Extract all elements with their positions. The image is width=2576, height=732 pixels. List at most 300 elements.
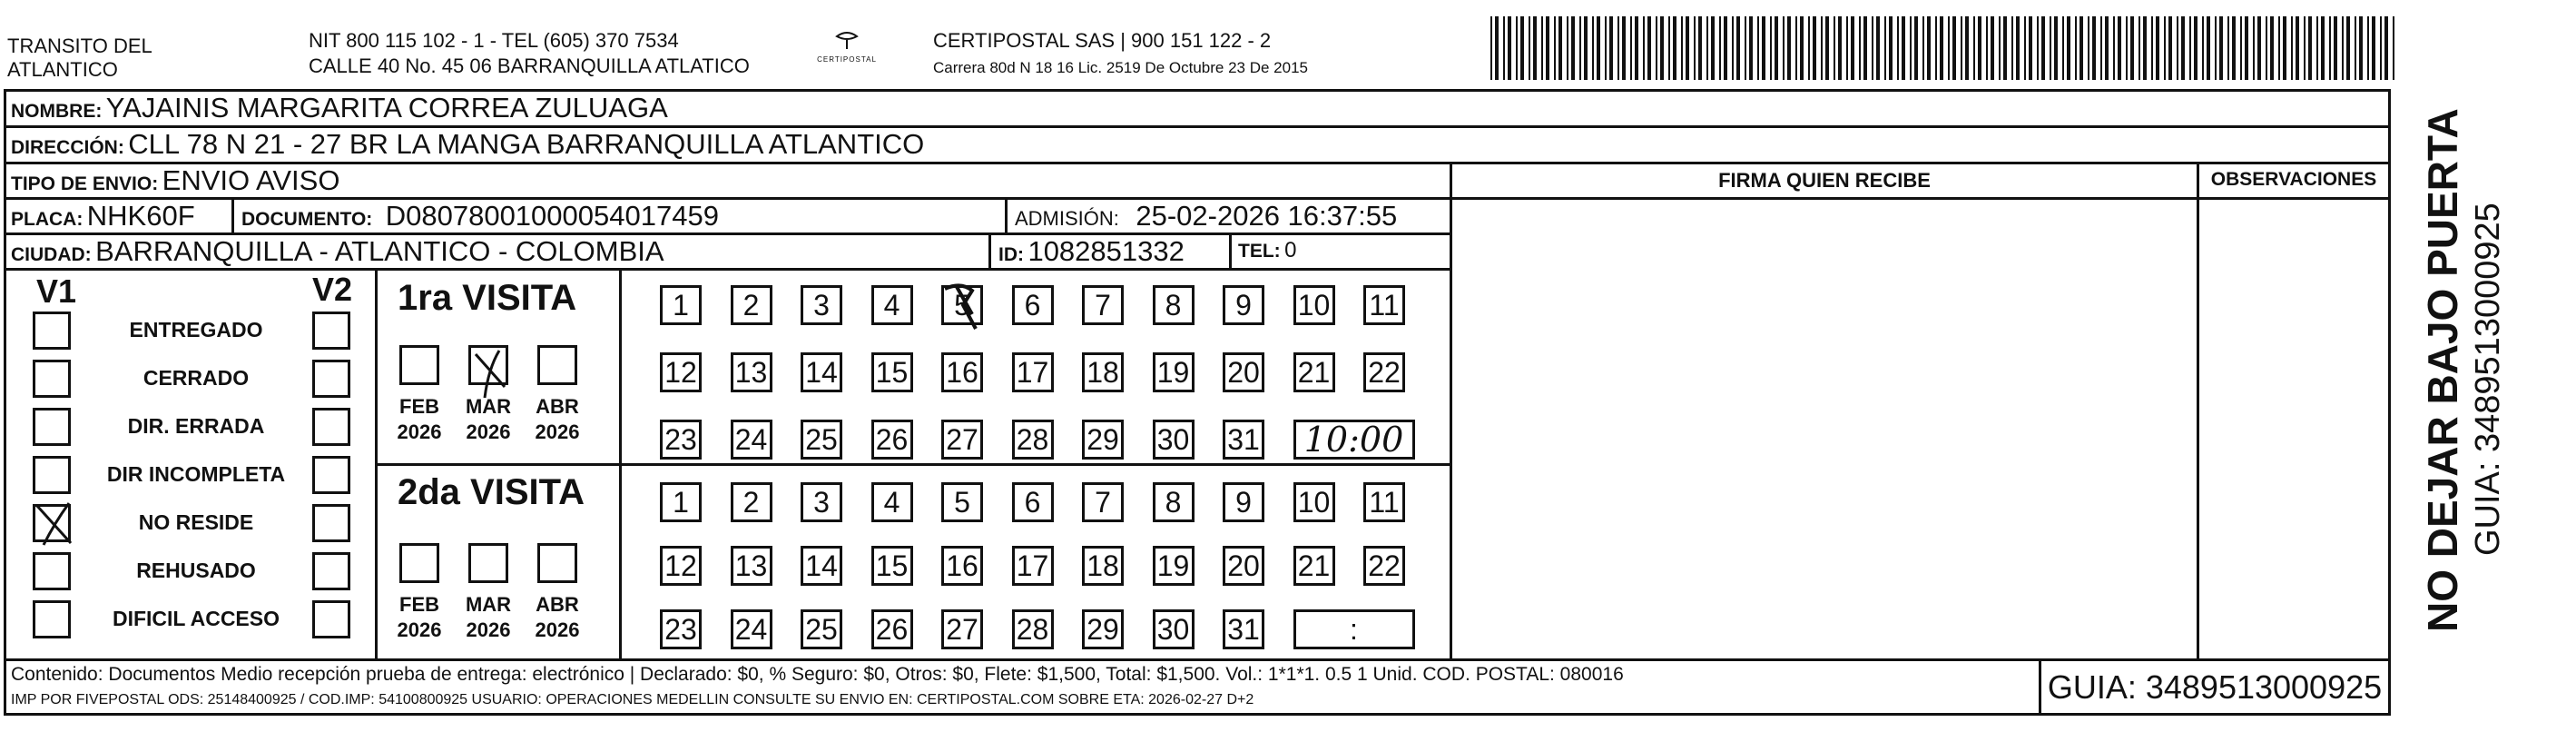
barcode-bar <box>2207 16 2210 80</box>
v1-checkbox[interactable] <box>33 312 71 350</box>
barcode-bar <box>1800 16 1804 80</box>
barcode-bar <box>1516 16 1518 80</box>
day-box[interactable]: 22 <box>1363 546 1405 586</box>
v2-checkbox[interactable] <box>312 456 350 494</box>
barcode-bar <box>1660 16 1664 80</box>
month-label <box>388 592 451 643</box>
barcode-bar <box>2092 16 2096 80</box>
day-box[interactable]: 4 <box>871 285 913 325</box>
barcode-bar <box>2037 16 2039 80</box>
barcode-bar <box>1808 16 1810 80</box>
barcode-bar <box>1567 16 1568 80</box>
barcode-bar <box>2075 16 2077 80</box>
barcode-bar <box>2253 16 2255 80</box>
barcode-bar <box>2283 16 2286 80</box>
month-label <box>388 394 451 445</box>
v1-check-mark <box>27 496 82 550</box>
barcode-bar <box>1546 16 1549 80</box>
placa-value: NHK60F <box>86 200 195 232</box>
day-box[interactable]: 17 <box>1012 546 1054 586</box>
barcode-bar <box>2227 16 2229 80</box>
footer-guia: GUIA: 3489513000925 <box>2047 668 2383 706</box>
day-box[interactable]: 30 <box>1153 609 1195 649</box>
day-box[interactable]: 3 <box>801 285 842 325</box>
day-box[interactable]: 24 <box>731 420 772 460</box>
placa-cell <box>11 200 195 232</box>
barcode-bar <box>2355 16 2356 80</box>
barcode-bar <box>2024 16 2026 80</box>
barcode-bar <box>2291 16 2293 80</box>
barcode-bar <box>1686 16 1689 80</box>
barcode-bar <box>1681 16 1683 80</box>
id-cell <box>998 235 1185 268</box>
ciudad-cell <box>11 235 664 268</box>
barcode-bar <box>1711 16 1715 80</box>
barcode-bar <box>1775 16 1778 80</box>
barcode-bar <box>2126 16 2128 80</box>
barcode-bar <box>1927 16 1931 80</box>
logo-caption: CERTIPOSTAL <box>817 55 877 64</box>
barcode-bar <box>1910 16 1912 80</box>
barcode-bar <box>1859 16 1861 80</box>
reason-label: REHUSADO <box>136 559 256 582</box>
day-box[interactable]: 6 <box>1012 285 1054 325</box>
barcode-bar <box>1762 16 1765 80</box>
day-box[interactable]: 13 <box>731 352 772 392</box>
month-year: 2026 <box>535 420 580 443</box>
barcode-bar <box>1630 16 1632 80</box>
day-box[interactable]: 5 <box>941 482 983 522</box>
day-box[interactable]: 11 <box>1363 285 1405 325</box>
barcode-bar <box>2342 16 2344 80</box>
day-box[interactable]: 23 <box>660 609 702 649</box>
barcode-bar <box>2062 16 2064 80</box>
tel-label: TEL: <box>1238 241 1281 262</box>
second-visit-title: 2da VISITA <box>398 472 585 512</box>
month-checkbox[interactable] <box>537 543 577 583</box>
barcode-bar <box>2138 16 2140 80</box>
nit-line: NIT 800 115 102 - 1 - TEL (605) 370 7534 <box>309 29 679 52</box>
day-box[interactable]: 23 <box>660 420 702 460</box>
nombre-value: YAJAINIS MARGARITA CORREA ZULUAGA <box>105 92 668 124</box>
day-box[interactable]: 1 <box>660 482 702 522</box>
month-year: 2026 <box>397 618 442 641</box>
barcode-bar <box>1872 16 1873 80</box>
org-name-line2: ATLANTICO <box>7 58 118 81</box>
barcode-bar <box>1813 16 1816 80</box>
month-checkbox[interactable] <box>399 543 439 583</box>
barcode-bar <box>1876 16 1880 80</box>
day-box[interactable]: 12 <box>660 546 702 586</box>
courier-line: CERTIPOSTAL SAS | 900 151 122 - 2 <box>933 29 1272 52</box>
barcode-bar <box>2054 16 2058 80</box>
barcode-bar <box>1999 16 2001 80</box>
barcode-bar <box>2240 16 2242 80</box>
barcode-bar <box>2304 16 2306 80</box>
day-box[interactable]: 21 <box>1293 546 1335 586</box>
barcode-bar <box>1922 16 1924 80</box>
admision-label: ADMISIÓN: <box>1015 207 1119 230</box>
barcode-bar <box>1851 16 1854 80</box>
reason-label: CERRADO <box>143 366 250 390</box>
day-box[interactable]: 27 <box>941 420 983 460</box>
month-name: MAR <box>465 395 512 418</box>
month-year: 2026 <box>397 420 442 443</box>
barcode-bar <box>1973 16 1975 80</box>
v2-checkbox[interactable] <box>312 360 350 398</box>
barcode-bar <box>1643 16 1645 80</box>
day-box[interactable]: 9 <box>1223 482 1264 522</box>
month-label <box>457 592 520 643</box>
nombre-label: NOMBRE: <box>11 101 103 122</box>
day-box[interactable]: 20 <box>1223 352 1264 392</box>
barcode-bar <box>1541 16 1543 80</box>
month-label <box>457 394 520 445</box>
month-name: FEB <box>399 395 439 418</box>
barcode-bar <box>2100 16 2102 80</box>
barcode-bar <box>1732 16 1734 80</box>
barcode-bar <box>2168 16 2172 80</box>
month-name: MAR <box>465 593 512 616</box>
day-box[interactable]: 26 <box>871 420 913 460</box>
tipo-envio-row <box>11 164 339 197</box>
day-box[interactable]: 20 <box>1223 546 1264 586</box>
documento-cell <box>241 200 719 232</box>
month-checkbox[interactable] <box>537 345 577 385</box>
barcode-bar <box>1609 16 1613 80</box>
day-box[interactable]: 5 <box>941 285 983 325</box>
side-guia: GUIA: 3489513000925 <box>2469 203 2507 556</box>
barcode-bar <box>1745 16 1746 80</box>
barcode-bar <box>1584 16 1588 80</box>
admision-value: 25-02-2026 16:37:55 <box>1136 200 1398 232</box>
courier-logo <box>815 31 879 64</box>
day-box[interactable]: 16 <box>941 352 983 392</box>
barcode-bar <box>2130 16 2134 80</box>
v1-checkbox[interactable] <box>33 456 71 494</box>
v1-checkbox[interactable] <box>33 408 71 446</box>
barcode-bar <box>1884 16 1886 80</box>
day-box[interactable]: 1 <box>660 285 702 325</box>
nombre-row <box>11 92 668 124</box>
barcode-bar <box>1935 16 1937 80</box>
firma-header: FIRMA QUIEN RECIBE <box>1718 169 1931 192</box>
barcode-bar <box>1592 16 1594 80</box>
barcode-bar <box>2164 16 2166 80</box>
day-box[interactable]: 25 <box>801 420 842 460</box>
barcode-bar <box>1736 16 1740 80</box>
documento-value: D08078001000054017459 <box>385 200 719 232</box>
barcode-bar <box>1656 16 1657 80</box>
barcode-bar <box>2346 16 2350 80</box>
day-box[interactable]: 16 <box>941 546 983 586</box>
barcode-bar <box>1622 16 1626 80</box>
courier-logo-icon <box>833 31 860 51</box>
barcode-bar <box>2321 16 2325 80</box>
day-box[interactable]: 6 <box>1012 482 1054 522</box>
side-warning: NO DEJAR BAJO PUERTA <box>2419 108 2466 632</box>
documento-label: DOCUMENTO: <box>241 209 373 230</box>
barcode-bar <box>1647 16 1651 80</box>
barcode-bar <box>1783 16 1785 80</box>
month-name: ABR <box>536 593 579 616</box>
month-name: ABR <box>536 395 579 418</box>
day-box[interactable]: 14 <box>801 352 842 392</box>
day-box[interactable]: 9 <box>1223 285 1264 325</box>
v1-checkbox[interactable] <box>33 552 71 590</box>
reason-label: DIFICIL ACCESO <box>112 607 280 630</box>
month-name: FEB <box>399 593 439 616</box>
barcode-bar <box>2029 16 2032 80</box>
barcode-bar <box>1961 16 1962 80</box>
id-value: 1082851332 <box>1027 235 1185 267</box>
barcode-bar <box>1558 16 1562 80</box>
barcode-bar <box>2067 16 2070 80</box>
month-label <box>526 592 589 643</box>
reason-label: NO RESIDE <box>138 510 254 534</box>
barcode-bar <box>1605 16 1607 80</box>
barcode-bar <box>1757 16 1759 80</box>
barcode-bar <box>2245 16 2248 80</box>
barcode-bar <box>1668 16 1670 80</box>
barcode-bar <box>1635 16 1638 80</box>
barcode-bar <box>1529 16 1530 80</box>
day-box[interactable]: 3 <box>801 482 842 522</box>
direccion-value: CLL 78 N 21 - 27 BR LA MANGA BARRANQUILLA ATLANTICO <box>128 128 925 160</box>
barcode-bar <box>1579 16 1581 80</box>
barcode-bar <box>1694 16 1696 80</box>
org-name-line1: TRANSITO DEL <box>7 35 152 57</box>
barcode-bar <box>2105 16 2109 80</box>
barcode-bar <box>1838 16 1842 80</box>
barcode-bar <box>2003 16 2007 80</box>
barcode-bar <box>1940 16 1943 80</box>
barcode-bar <box>2118 16 2121 80</box>
barcode-bar <box>1914 16 1918 80</box>
day-box[interactable]: 15 <box>871 546 913 586</box>
v2-checkbox[interactable] <box>312 552 350 590</box>
day-box[interactable]: 19 <box>1153 546 1195 586</box>
tipo-envio-label: TIPO DE ENVIO: <box>11 173 159 194</box>
day-box[interactable]: 27 <box>941 609 983 649</box>
ciudad-value: BARRANQUILLA - ATLANTICO - COLOMBIA <box>95 235 664 267</box>
barcode-bar <box>1846 16 1848 80</box>
direccion-label: DIRECCIÓN: <box>11 137 124 158</box>
barcode-bar <box>2151 16 2153 80</box>
barcode-bar <box>1533 16 1537 80</box>
tel-value: 0 <box>1284 238 1297 262</box>
admision-cell <box>1015 200 1397 232</box>
barcode-bar <box>2334 16 2337 80</box>
barcode-bar <box>2329 16 2331 80</box>
barcode-bar <box>1986 16 1988 80</box>
barcode-bar <box>2257 16 2261 80</box>
observaciones-header: OBSERVACIONES <box>2210 169 2377 190</box>
reason-label: DIR. ERRADA <box>127 414 265 438</box>
barcode-bar <box>2189 16 2191 80</box>
day-box[interactable]: 24 <box>731 609 772 649</box>
barcode-bar <box>2113 16 2115 80</box>
direccion-row <box>11 128 924 161</box>
barcode-bar <box>2308 16 2312 80</box>
barcode-bar <box>1834 16 1835 80</box>
barcode-bar <box>2384 16 2388 80</box>
barcode-bar <box>2041 16 2045 80</box>
barcode-bar <box>1520 16 1524 80</box>
day-box[interactable]: 4 <box>871 482 913 522</box>
id-label: ID: <box>998 244 1024 265</box>
barcode-bar <box>2270 16 2274 80</box>
v2-checkbox[interactable] <box>312 408 350 446</box>
month-label <box>526 394 589 445</box>
barcode-bar <box>2177 16 2178 80</box>
v2-checkbox[interactable] <box>312 312 350 350</box>
barcode-bar <box>1770 16 1772 80</box>
barcode-bar <box>2088 16 2089 80</box>
barcode-bar <box>1948 16 1950 80</box>
day-box[interactable]: 30 <box>1153 420 1195 460</box>
barcode-bar <box>1503 16 1505 80</box>
courier-address: Carrera 80d N 18 16 Lic. 2519 De Octubre 23 De 2015 <box>933 59 1308 76</box>
tipo-envio-value: ENVIO AVISO <box>162 164 340 196</box>
day-box[interactable]: 18 <box>1082 352 1124 392</box>
barcode-bar <box>1821 16 1823 80</box>
day-box[interactable]: 13 <box>731 546 772 586</box>
barcode-bar <box>1889 16 1893 80</box>
tel-cell <box>1238 238 1296 263</box>
month-checkbox[interactable] <box>399 345 439 385</box>
day-box[interactable]: 10 <box>1293 482 1335 522</box>
v2-checkbox[interactable] <box>312 600 350 638</box>
barcode-bar <box>2016 16 2020 80</box>
barcode-bar <box>1597 16 1600 80</box>
day-box[interactable]: 12 <box>660 352 702 392</box>
barcode-bar <box>2215 16 2217 80</box>
day-box[interactable]: 28 <box>1012 420 1054 460</box>
barcode-bar <box>2380 16 2382 80</box>
v1-checkbox[interactable] <box>33 600 71 638</box>
day-box[interactable]: 19 <box>1153 352 1195 392</box>
day-box[interactable]: 2 <box>731 285 772 325</box>
imp-line: IMP POR FIVEPOSTAL ODS: 25148400925 / COD.IMP: 54100800925 USUARIO: OPERACIONES MEDELLIN CONSULTE SU ENVIO EN: CERTIPOSTAL.COM SOBRE ETA: 2026-02-27 D+2 <box>11 692 1254 707</box>
barcode-bar <box>2011 16 2013 80</box>
barcode-bar <box>2181 16 2185 80</box>
ciudad-label: CIUDAD: <box>11 244 92 265</box>
barcode-bar <box>1698 16 1702 80</box>
day-check-mark <box>936 278 990 334</box>
day-box[interactable]: 21 <box>1293 352 1335 392</box>
v2-checkbox[interactable] <box>312 504 350 542</box>
day-box[interactable]: 18 <box>1082 546 1124 586</box>
contenido-line: Contenido: Documentos Medio recepción prueba de entrega: electrónico | Declarado: $0, % Seguro: $0, Otros: $0, Flete: $1,500, Total: $1,500. Vol.: 1*1*1. 0.5 1 Unid. COD. POSTAL: 080016 <box>11 664 1624 685</box>
day-box[interactable]: 7 <box>1082 482 1124 522</box>
barcode-bar <box>1554 16 1556 80</box>
day-box[interactable]: 7 <box>1082 285 1124 325</box>
barcode-bar <box>1508 16 1511 80</box>
barcode-bar <box>1978 16 1981 80</box>
day-box[interactable]: 31 <box>1223 420 1264 460</box>
barcode-bar <box>2219 16 2223 80</box>
barcode-bar <box>1719 16 1721 80</box>
v1-label: V1 <box>36 272 77 310</box>
day-box[interactable]: 29 <box>1082 420 1124 460</box>
reason-label: ENTREGADO <box>129 318 263 341</box>
barcode-bar <box>2232 16 2236 80</box>
day-box[interactable]: 11 <box>1363 482 1405 522</box>
barcode-bar <box>1787 16 1791 80</box>
day-box[interactable]: 29 <box>1082 609 1124 649</box>
day-box[interactable]: 31 <box>1223 609 1264 649</box>
day-box[interactable]: 15 <box>871 352 913 392</box>
barcode-bar <box>2050 16 2051 80</box>
month-year: 2026 <box>535 618 580 641</box>
barcode-bar <box>2359 16 2363 80</box>
day-box[interactable]: 2 <box>731 482 772 522</box>
first-visit-title: 1ra VISITA <box>398 278 577 318</box>
barcode-bar <box>2194 16 2197 80</box>
barcode-bar <box>1795 16 1797 80</box>
day-box[interactable]: 17 <box>1012 352 1054 392</box>
barcode <box>1490 16 2400 80</box>
barcode-bar <box>1490 16 1492 80</box>
barcode-bar <box>1706 16 1708 80</box>
barcode-bar <box>2156 16 2159 80</box>
barcode-bar <box>2079 16 2083 80</box>
barcode-bar <box>2316 16 2318 80</box>
placa-label: PLACA: <box>11 209 84 230</box>
day-box[interactable]: 26 <box>871 609 913 649</box>
reason-label: DIR INCOMPLETA <box>106 462 286 486</box>
barcode-bar <box>2367 16 2369 80</box>
barcode-bar <box>1749 16 1753 80</box>
barcode-bar <box>1897 16 1899 80</box>
barcode-bar <box>2372 16 2375 80</box>
first-visit-time-box[interactable]: 10:00 <box>1293 420 1415 460</box>
barcode-bar <box>1952 16 1956 80</box>
barcode-bar <box>1617 16 1619 80</box>
month-year: 2026 <box>466 420 511 443</box>
month-checkbox[interactable] <box>468 543 508 583</box>
day-box[interactable]: 25 <box>801 609 842 649</box>
day-box[interactable]: 28 <box>1012 609 1054 649</box>
month-year: 2026 <box>466 618 511 641</box>
barcode-bar <box>2296 16 2299 80</box>
barcode-bar <box>1495 16 1499 80</box>
second-visit-time-box[interactable]: : <box>1293 609 1415 649</box>
barcode-bar <box>1902 16 1905 80</box>
day-box[interactable]: 8 <box>1153 285 1195 325</box>
barcode-bar <box>2266 16 2267 80</box>
barcode-bar <box>2202 16 2204 80</box>
day-box[interactable]: 8 <box>1153 482 1195 522</box>
day-box[interactable]: 14 <box>801 546 842 586</box>
barcode-bar <box>1673 16 1676 80</box>
day-box[interactable]: 22 <box>1363 352 1405 392</box>
day-box[interactable]: 10 <box>1293 285 1335 325</box>
month-check-mark <box>465 338 519 401</box>
barcode-bar <box>1825 16 1829 80</box>
barcode-bar <box>2143 16 2147 80</box>
v1-checkbox[interactable] <box>33 360 71 398</box>
barcode-bar <box>1724 16 1727 80</box>
barcode-bar <box>2278 16 2280 80</box>
address-line: CALLE 40 No. 45 06 BARRANQUILLA ATLATICO <box>309 54 750 77</box>
barcode-bar <box>1863 16 1867 80</box>
barcode-bar <box>1571 16 1575 80</box>
barcode-bar <box>1965 16 1969 80</box>
barcode-bar <box>2393 16 2394 80</box>
v2-label: V2 <box>312 271 353 308</box>
